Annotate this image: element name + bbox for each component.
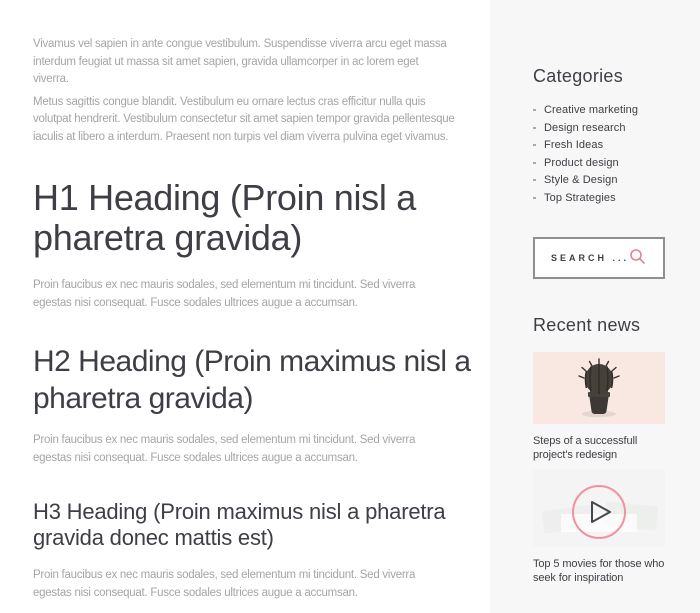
bullet-dash-icon — [533, 144, 536, 146]
category-item-creative-marketing[interactable] — [533, 104, 665, 116]
h3-section-paragraph: Proin faucibus ex nec mauris sodales, sed elementum mi tincidunt. Sed viverra egestas nisi consequat. Fusce sodales ultrices augue a accumsan. — [33, 569, 416, 599]
search-icon — [629, 248, 646, 268]
category-link[interactable]: Fresh Ideas — [544, 139, 604, 151]
category-item-product-design[interactable] — [533, 157, 665, 169]
recent-news-title: Recent news — [533, 314, 641, 335]
bullet-dash-icon — [533, 162, 536, 164]
intro-paragraph-1: Vivamus vel sapien in ante congue vestibulum. Suspendisse viverra arcu eget massa interdum feugiat ut massa sit amet sapien, gravida ullamcorper in ac lorem eget viverra. — [33, 38, 447, 85]
category-link[interactable]: Creative marketing — [544, 104, 639, 116]
search-input[interactable] — [535, 253, 627, 263]
search-box[interactable] — [533, 237, 665, 279]
play-icon — [533, 534, 665, 547]
news-caption-movies[interactable]: Top 5 movies for those who seek for inspiration — [533, 557, 665, 584]
category-item-fresh-ideas[interactable] — [533, 139, 665, 151]
news-caption-redesign[interactable]: Steps of a successfull project's redesign — [533, 434, 638, 461]
category-item-design-research[interactable] — [533, 122, 665, 134]
h1-demo-heading: H1 Heading (Proin nisl a pharetra gravida) — [33, 177, 416, 258]
bullet-dash-icon — [533, 197, 536, 199]
bullet-dash-icon — [533, 127, 536, 129]
h1-section-paragraph: Proin faucibus ex nec mauris sodales, sed elementum mi tincidunt. Sed viverra egestas nisi consequat. Fusce sodales ultrices augue a accumsan. — [33, 279, 416, 309]
categories-list — [533, 104, 665, 204]
article-content — [33, 36, 493, 602]
sidebar — [490, 0, 700, 613]
h2-demo-heading: H2 Heading (Proin maximus nisl a pharetra gravida) — [33, 345, 471, 415]
category-link[interactable]: Product design — [544, 156, 619, 169]
cactus-photo-icon — [533, 411, 665, 424]
h2-section-paragraph: Proin faucibus ex nec mauris sodales, sed elementum mi tincidunt. Sed viverra egestas nisi consequat. Fusce sodales ultrices augue a accumsan. — [33, 434, 416, 464]
category-link[interactable]: Design research — [544, 121, 626, 134]
categories-title: Categories — [533, 66, 624, 86]
news-item — [533, 470, 665, 586]
category-link[interactable]: Top Strategies — [544, 191, 616, 204]
news-item — [533, 352, 665, 463]
search-button[interactable] — [627, 248, 647, 268]
bullet-dash-icon — [533, 109, 536, 111]
category-item-style-design[interactable] — [533, 174, 665, 186]
news-thumbnail-cactus[interactable] — [533, 352, 665, 424]
category-link[interactable]: Style & Design — [544, 174, 618, 186]
h3-demo-heading: H3 Heading (Proin maximus nisl a pharetra gravida donec mattis est) — [33, 499, 446, 550]
news-thumbnail-video[interactable] — [533, 470, 665, 547]
intro-paragraph-2: Metus sagittis congue blandit. Vestibulum eu ornare lectus cras efficitur nulla quis volutpat hendrerit. Vestibulum consectetur sit amet sapien tempor gravida pellentesque iaculis at libero a interdum. Praesent non turpis vel diam viverra pulvina eget vivamus. — [33, 95, 455, 143]
category-item-top-strategies[interactable] — [533, 192, 665, 204]
bullet-dash-icon — [533, 179, 536, 181]
